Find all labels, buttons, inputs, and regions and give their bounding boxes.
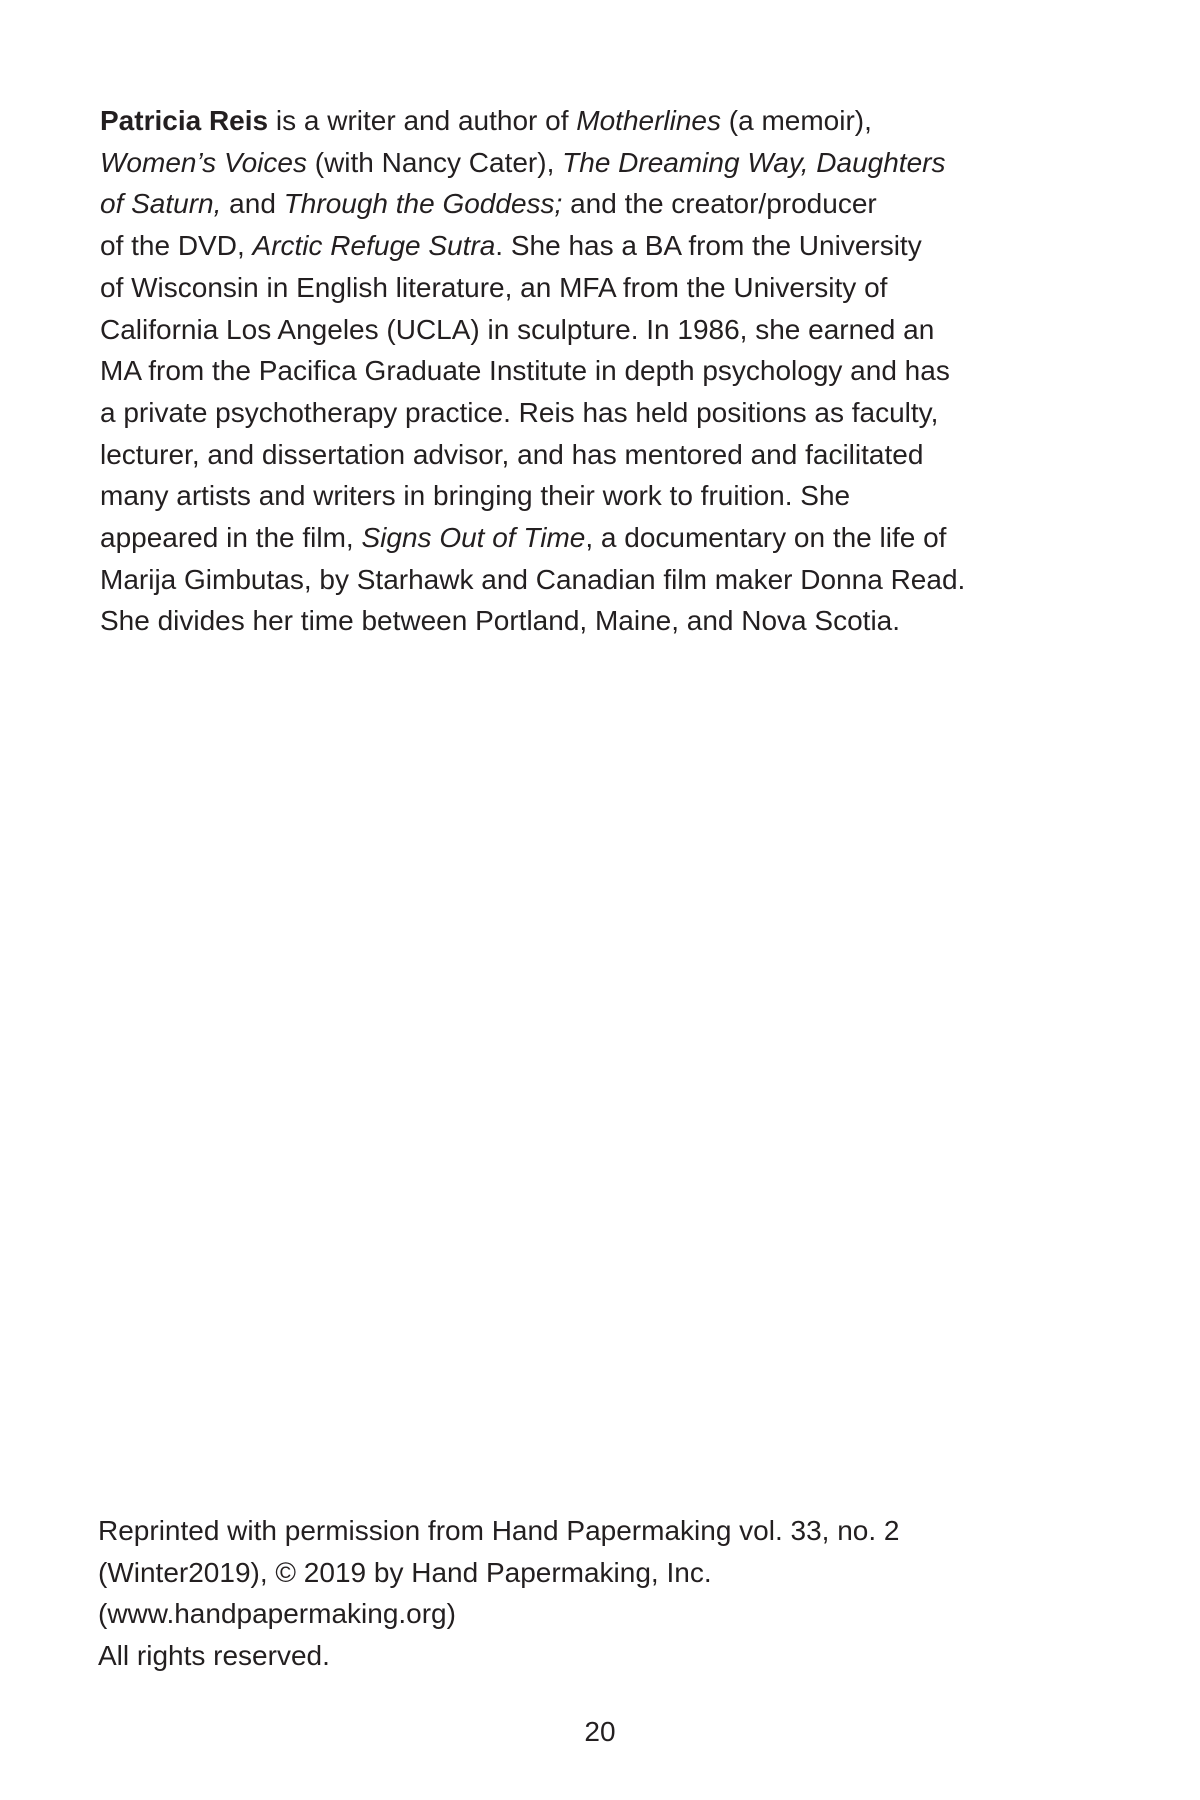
bio-text: is a writer and author of — [268, 105, 577, 136]
bio-line — [100, 100, 1050, 142]
bio-line — [100, 350, 1050, 392]
author-bio — [100, 100, 1050, 642]
bio-text: California Los Angeles (UCLA) in sculpture. In 1986, she earned an — [100, 313, 935, 345]
work-title: Through the Goddess; — [283, 188, 563, 220]
work-title: Motherlines — [576, 105, 721, 136]
bio-text: MA from the Pacifica Graduate Institute in depth psychology and has — [100, 355, 950, 387]
bio-line — [100, 267, 1050, 309]
bio-text: . She has a BA from the University — [495, 230, 922, 262]
bio-text: of Wisconsin in English literature, an MFA from the University of — [100, 271, 888, 303]
work-title: Women’s Voices — [100, 146, 307, 178]
author-name: Patricia Reis — [100, 105, 269, 136]
bio-line — [100, 392, 1050, 434]
bio-text: She divides her time between Portland, Maine, and Nova Scotia. — [100, 605, 901, 637]
work-title: The Dreaming Way, Daughters — [562, 146, 946, 178]
credit-line: Reprinted with permission from Hand Papermaking vol. 33, no. 2 — [98, 1515, 900, 1546]
bio-line — [100, 225, 1050, 267]
bio-line — [100, 517, 1050, 559]
bio-line — [100, 600, 1050, 642]
bio-text: (with Nancy Cater), — [306, 146, 563, 178]
bio-text: and the creator/producer — [562, 188, 877, 220]
bio-text: Marija Gimbutas, by Starhawk and Canadian film maker Donna Read. — [100, 563, 966, 595]
bio-line — [100, 434, 1050, 476]
bio-text: (a memoir), — [721, 105, 872, 136]
bio-text: appeared in the film, — [100, 522, 362, 554]
bio-text: and — [221, 188, 284, 220]
bio-text: lecturer, and dissertation advisor, and has mentored and facilitated — [100, 438, 924, 470]
credit-line: (Winter2019), © 2019 by Hand Papermaking, Inc. — [98, 1556, 712, 1588]
work-title: Signs Out of Time — [361, 522, 586, 554]
credit-line: (www.handpapermaking.org) — [98, 1598, 456, 1629]
work-title: of Saturn, — [100, 188, 222, 220]
bio-text: of the DVD, — [100, 230, 253, 262]
credit-line: All rights reserved. — [98, 1639, 330, 1671]
bio-line — [100, 559, 1050, 601]
reprint-credit — [98, 1510, 1048, 1676]
work-title: Arctic Refuge Sutra — [252, 230, 496, 262]
bio-text: a private psychotherapy practice. Reis has held positions as faculty, — [100, 396, 939, 428]
bio-line — [100, 183, 1050, 225]
page-number: 20 — [584, 1716, 616, 1747]
bio-text: , a documentary on the life of — [585, 522, 947, 554]
bio-line — [100, 475, 1050, 517]
bio-line — [100, 142, 1050, 184]
bio-text: many artists and writers in bringing their work to fruition. She — [100, 480, 851, 512]
bio-line — [100, 309, 1050, 351]
